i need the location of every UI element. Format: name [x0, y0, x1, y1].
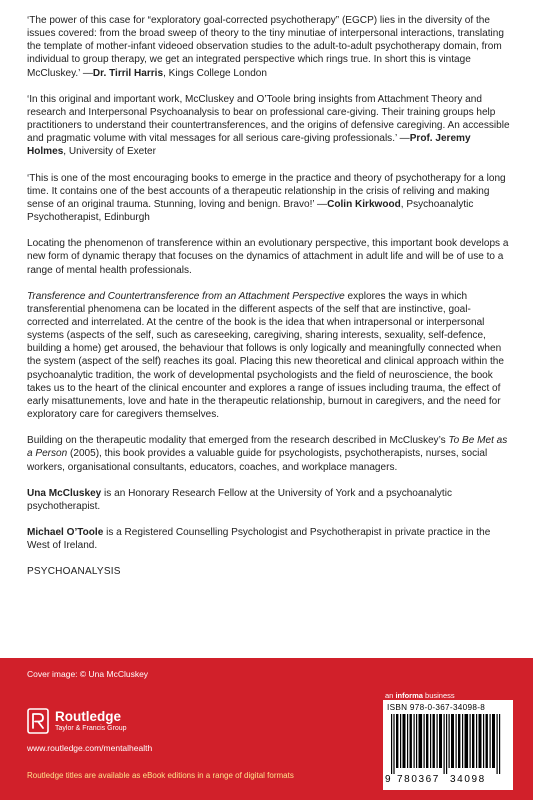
endorsement-quote: ‘The power of this case for “exploratory goal-corrected psychotherapy” (EGCP) lies in the diversity of the issues covered: from the broad sweep of theory to the tiny minutiae of interpersonal interactions, translating the template of mother-infant videoed observation studies to the adult-to-adult psychotherapy domain, from individual to group therapy, we get an integrated perspective which rings true. In short this is vintage McCluskey.’ — — [27, 15, 504, 79]
barcode: ISBN 978-0-367-34098-8 9 780367 34098 — [383, 700, 513, 790]
publisher-name: Routledge — [55, 708, 121, 724]
subject-category: PSYCHOANALYSIS — [27, 566, 121, 578]
publisher-logo — [27, 708, 127, 734]
author-name: Una McCluskey — [27, 487, 102, 499]
endorsement-author: Dr. Tirril Harris — [92, 67, 164, 79]
isbn-number: ISBN 978-0-367-34098-8 — [387, 703, 486, 712]
endorsement-3 — [27, 172, 512, 225]
description-paragraph-3 — [27, 434, 512, 473]
back-cover-text — [27, 14, 512, 591]
informa-tagline: an informa business — [385, 691, 455, 700]
endorsement-quote: ‘In this original and important work, McCluskey and O’Toole bring insights from Attachment Theory and research and Interpersonal Psychoanalysis to bear on professional care-giving. Their training groups help practitioners to understand their countertransferences, and the origins of defensive caregiving. An accessible and pragmatic volume with vital messages for all serious care-giving professionals.’ — — [27, 93, 510, 145]
publisher-group: Taylor & Francis Group — [55, 724, 127, 732]
book-title: Transference and Countertransference from an Attachment Perspective — [27, 290, 345, 302]
endorsement-author: Colin Kirkwood — [327, 198, 401, 210]
endorsement-2 — [27, 93, 512, 159]
endorsement-1 — [27, 14, 512, 80]
author-bio-1 — [27, 487, 512, 513]
routledge-logo-icon — [27, 708, 49, 734]
endorsement-quote: ‘This is one of the most encouraging books to emerge in the practice and theory of psychotherapy for a long time. It contains one of the best accounts of a therapeutic relationship in the crisis of reliving and making sense of an original trauma. Stunning, loving and benign. Bravo!’ — — [27, 172, 506, 210]
endorsement-affiliation: , Psychoanalytic Psychotherapist, Edinburgh — [27, 198, 474, 224]
description-text: Building on the therapeutic modality that emerged from the research described in McCluskey’s — [27, 435, 449, 447]
publisher-website[interactable]: www.routledge.com/mentalhealth — [27, 743, 153, 753]
ebook-note: Routledge titles are available as eBook editions in a range of digital formats — [27, 771, 294, 780]
cited-book-title: To Be Met as a Person — [27, 435, 508, 460]
author-name: Michael O’Toole — [27, 527, 104, 538]
description-paragraph-2 — [27, 290, 512, 422]
endorsement-affiliation: , Kings College London — [163, 67, 267, 79]
author-bio-2 — [27, 526, 512, 552]
description-text: (2005), this book provides a valuable guide for psychologists, psychotherapists, nurses, social workers, organisational consultants, educators, coaches, and workplace managers. — [27, 448, 488, 473]
author-bio: is a Registered Counselling Psychologist and Psychotherapist in private practice in the West of Ireland. — [27, 527, 491, 552]
informa-brand: informa — [395, 691, 423, 700]
endorsement-affiliation: , University of Exeter — [63, 146, 156, 158]
description-paragraph-1: Locating the phenomenon of transference within an evolutionary perspective, this important book develops a new form of dynamic therapy that focuses on the dynamics of attachment in adult life and will be of use to a range of mental health professionals. — [27, 238, 509, 276]
barcode-bars-icon — [391, 714, 505, 774]
author-bio: is an Honorary Research Fellow at the University of York and a psychoanalytic psychotherapist. — [27, 487, 452, 512]
cover-credit: Cover image: © Una McCluskey — [27, 669, 149, 679]
description-body: explores the ways in which transferential phenomena can be located in the different aspects of the self that are instinctive, goal-corrected and interrelated. At the centre of the book is the idea that when intrapersonal or interpersonal systems (aspects of the self, such as careseeking, caregiving, sharing interests, sexuality, self-defence, building a home) get aroused, the behaviour that follows is only logically and meaningfully connected when the system (aspect of the self) reaches its goal. Placing this new theoretical and clinical approach within the psychoanalytic tradition, the work of developmental psychologists and the field of neuroscience, the book takes us to the heart of the clinical encounter and explores a range of issues including trauma, the effect of early misattunements, love and hate in the therapeutic relationship, burnout in caregivers, and the need for exploratory care for caregivers themselves. — [27, 290, 504, 421]
endorsement-author: Prof. Jeremy Holmes — [27, 133, 471, 158]
publisher-footer — [0, 658, 533, 800]
